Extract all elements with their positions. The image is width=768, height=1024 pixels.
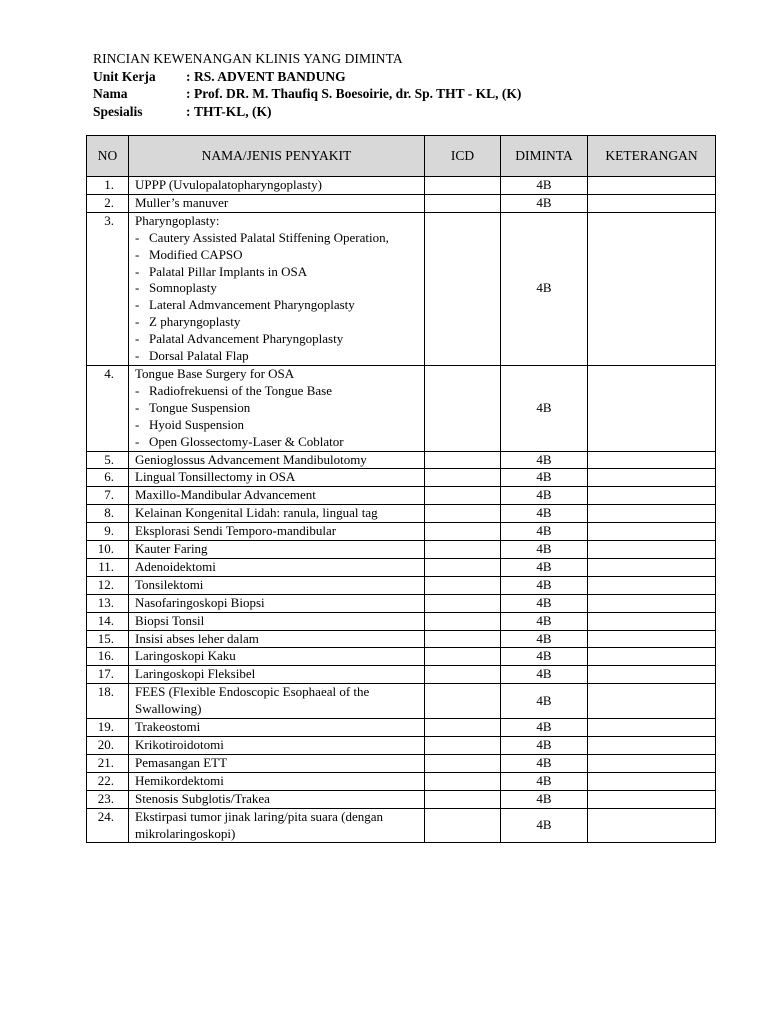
column-header-name: NAMA/JENIS PENYAKIT	[129, 136, 425, 177]
procedure-subitem-label: Hyoid Suspension	[149, 416, 244, 432]
dash-bullet: -	[135, 229, 140, 245]
keterangan-cell	[588, 505, 716, 523]
diminta-cell: 4B	[501, 541, 588, 559]
procedure-subitem	[135, 247, 420, 264]
field-label: Nama	[93, 86, 128, 101]
field-unit-kerja	[93, 68, 521, 86]
procedure-subitem-label: Cautery Assisted Palatal Stiffening Operation,	[149, 229, 389, 245]
icd-cell	[425, 772, 501, 790]
diminta-cell: 4B	[501, 487, 588, 505]
table-row	[87, 194, 716, 212]
procedure-name: Genioglossus Advancement Mandibulotomy	[129, 451, 425, 469]
table-row	[87, 666, 716, 684]
field-colon: :	[186, 68, 191, 84]
keterangan-cell	[588, 772, 716, 790]
dash-bullet: -	[135, 433, 140, 449]
procedure-name: Krikotiroidotomi	[129, 737, 425, 755]
table-row	[87, 505, 716, 523]
column-header-no: NO	[87, 136, 129, 177]
procedure-name: Laringoskopi Kaku	[129, 648, 425, 666]
table-row	[87, 487, 716, 505]
keterangan-cell	[588, 558, 716, 576]
row-number: 5.	[87, 451, 129, 469]
procedure-subitem-label: Palatal Pillar Implants in OSA	[149, 263, 308, 279]
row-number: 10.	[87, 541, 129, 559]
field-colon: :	[186, 86, 191, 101]
row-number: 18.	[87, 684, 129, 719]
diminta-cell: 4B	[501, 630, 588, 648]
procedure-name: Laringoskopi Fleksibel	[129, 666, 425, 684]
table-row	[87, 790, 716, 808]
icd-cell	[425, 790, 501, 808]
procedure-name	[129, 212, 425, 365]
keterangan-cell	[588, 684, 716, 719]
table-row	[87, 365, 716, 451]
row-number: 21.	[87, 754, 129, 772]
dash-bullet: -	[135, 416, 140, 432]
icd-cell	[425, 648, 501, 666]
field-value: THT-KL, (K)	[194, 103, 272, 119]
keterangan-cell	[588, 487, 716, 505]
procedure-subitem-label: Somnoplasty	[149, 280, 217, 296]
procedure-subitem	[135, 230, 420, 247]
icd-cell	[425, 576, 501, 594]
icd-cell	[425, 754, 501, 772]
row-number: 2.	[87, 194, 129, 212]
diminta-cell: 4B	[501, 594, 588, 612]
diminta-cell: 4B	[501, 808, 588, 843]
procedure-subitem	[135, 280, 420, 297]
table-row	[87, 612, 716, 630]
row-number: 3.	[87, 212, 129, 365]
icd-cell	[425, 194, 501, 212]
dash-bullet: -	[135, 382, 140, 398]
procedure-subitem-label: Dorsal Palatal Flap	[149, 348, 249, 364]
row-number: 4.	[87, 365, 129, 451]
diminta-cell: 4B	[501, 790, 588, 808]
procedure-name: Trakeostomi	[129, 719, 425, 737]
dash-bullet: -	[135, 314, 140, 330]
diminta-cell: 4B	[501, 558, 588, 576]
diminta-cell: 4B	[501, 666, 588, 684]
keterangan-cell	[588, 612, 716, 630]
procedure-name	[129, 365, 425, 451]
row-number: 15.	[87, 630, 129, 648]
column-header-keterangan: KETERANGAN	[588, 136, 716, 177]
icd-cell	[425, 594, 501, 612]
column-header-icd: ICD	[425, 136, 501, 177]
diminta-cell: 4B	[501, 754, 588, 772]
procedure-group-title: Tongue Base Surgery for OSA	[135, 365, 295, 381]
diminta-cell: 4B	[501, 648, 588, 666]
procedure-name: Tonsilektomi	[129, 576, 425, 594]
procedure-subitem	[135, 314, 420, 331]
table-row	[87, 754, 716, 772]
row-number: 12.	[87, 576, 129, 594]
dash-bullet: -	[135, 399, 140, 415]
row-number: 23.	[87, 790, 129, 808]
icd-cell	[425, 808, 501, 843]
procedure-name: Ekstirpasi tumor jinak laring/pita suara (dengan mikrolaringoskopi)	[129, 808, 425, 843]
procedure-name: Insisi abses leher dalam	[129, 630, 425, 648]
diminta-cell: 4B	[501, 719, 588, 737]
table-row	[87, 594, 716, 612]
procedure-group-title: Pharyngoplasty:	[135, 212, 220, 228]
procedure-name: Biopsi Tonsil	[129, 612, 425, 630]
row-number: 24.	[87, 808, 129, 843]
row-number: 7.	[87, 487, 129, 505]
diminta-cell: 4B	[501, 451, 588, 469]
row-number: 22.	[87, 772, 129, 790]
icd-cell	[425, 612, 501, 630]
procedure-subitem	[135, 331, 420, 348]
clinical-privileges-table	[86, 135, 716, 843]
icd-cell	[425, 365, 501, 451]
icd-cell	[425, 737, 501, 755]
table-row	[87, 737, 716, 755]
procedure-name: Adenoidektomi	[129, 558, 425, 576]
keterangan-cell	[588, 451, 716, 469]
procedure-name: Hemikordektomi	[129, 772, 425, 790]
procedure-subitem	[135, 264, 420, 281]
keterangan-cell	[588, 177, 716, 195]
keterangan-cell	[588, 594, 716, 612]
icd-cell	[425, 541, 501, 559]
row-number: 13.	[87, 594, 129, 612]
icd-cell	[425, 558, 501, 576]
field-value: Prof. DR. M. Thaufiq S. Boesoirie, dr. Sp. THT - KL, (K)	[194, 86, 522, 101]
table-row	[87, 523, 716, 541]
procedure-subitem-label: Z pharyngoplasty	[149, 314, 241, 330]
diminta-cell: 4B	[501, 612, 588, 630]
icd-cell	[425, 212, 501, 365]
diminta-cell: 4B	[501, 365, 588, 451]
icd-cell	[425, 177, 501, 195]
dash-bullet: -	[135, 280, 140, 296]
procedure-subitem-label: Modified CAPSO	[149, 246, 243, 262]
keterangan-cell	[588, 541, 716, 559]
document-title: RINCIAN KEWENANGAN KLINIS YANG DIMINTA	[93, 51, 403, 66]
procedure-subitem	[135, 297, 420, 314]
keterangan-cell	[588, 194, 716, 212]
table-row	[87, 576, 716, 594]
diminta-cell: 4B	[501, 194, 588, 212]
row-number: 1.	[87, 177, 129, 195]
procedure-subitem-label: Palatal Advancement Pharyngoplasty	[149, 331, 344, 347]
table-row	[87, 541, 716, 559]
procedure-subitem	[135, 383, 420, 400]
keterangan-cell	[588, 630, 716, 648]
icd-cell	[425, 719, 501, 737]
dash-bullet: -	[135, 263, 140, 279]
row-number: 8.	[87, 505, 129, 523]
row-number: 6.	[87, 469, 129, 487]
icd-cell	[425, 523, 501, 541]
procedure-subitem-label: Lateral Admvancement Pharyngoplasty	[149, 297, 355, 313]
icd-cell	[425, 666, 501, 684]
keterangan-cell	[588, 737, 716, 755]
diminta-cell: 4B	[501, 469, 588, 487]
keterangan-cell	[588, 790, 716, 808]
keterangan-cell	[588, 365, 716, 451]
procedure-subitem	[135, 400, 420, 417]
table-row	[87, 212, 716, 365]
table-row	[87, 630, 716, 648]
procedure-name: Muller’s manuver	[129, 194, 425, 212]
icd-cell	[425, 684, 501, 719]
row-number: 9.	[87, 523, 129, 541]
table-row	[87, 719, 716, 737]
procedure-name: UPPP (Uvulopalatopharyngoplasty)	[129, 177, 425, 195]
column-header-diminta: DIMINTA	[501, 136, 588, 177]
field-value: RS. ADVENT BANDUNG	[194, 68, 346, 84]
procedure-name: Pemasangan ETT	[129, 754, 425, 772]
procedure-name: Kelainan Kongenital Lidah: ranula, lingual tag	[129, 505, 425, 523]
table-row	[87, 648, 716, 666]
row-number: 20.	[87, 737, 129, 755]
table-row	[87, 558, 716, 576]
table-row	[87, 177, 716, 195]
procedure-subitem	[135, 417, 420, 434]
field-label: Spesialis	[93, 103, 143, 119]
procedure-subitem-label: Tongue Suspension	[149, 399, 251, 415]
icd-cell	[425, 630, 501, 648]
diminta-cell: 4B	[501, 505, 588, 523]
row-number: 14.	[87, 612, 129, 630]
table-row	[87, 451, 716, 469]
procedure-name: Kauter Faring	[129, 541, 425, 559]
dash-bullet: -	[135, 348, 140, 364]
icd-cell	[425, 505, 501, 523]
procedure-name: Maxillo-Mandibular Advancement	[129, 487, 425, 505]
procedure-subitem-label: Radiofrekuensi of the Tongue Base	[149, 382, 332, 398]
table-row	[87, 469, 716, 487]
field-colon: :	[186, 103, 191, 119]
keterangan-cell	[588, 469, 716, 487]
keterangan-cell	[588, 576, 716, 594]
table-body	[87, 177, 716, 843]
diminta-cell: 4B	[501, 576, 588, 594]
keterangan-cell	[588, 719, 716, 737]
keterangan-cell	[588, 808, 716, 843]
table-row	[87, 684, 716, 719]
icd-cell	[425, 451, 501, 469]
procedure-name: Nasofaringoskopi Biopsi	[129, 594, 425, 612]
document-header	[93, 50, 521, 120]
diminta-cell: 4B	[501, 737, 588, 755]
procedure-subitem	[135, 434, 420, 451]
dash-bullet: -	[135, 297, 140, 313]
icd-cell	[425, 469, 501, 487]
keterangan-cell	[588, 666, 716, 684]
procedure-name: Lingual Tonsillectomy in OSA	[129, 469, 425, 487]
diminta-cell: 4B	[501, 684, 588, 719]
diminta-cell: 4B	[501, 177, 588, 195]
table-row	[87, 772, 716, 790]
procedure-name: Stenosis Subglotis/Trakea	[129, 790, 425, 808]
table-row	[87, 808, 716, 843]
keterangan-cell	[588, 754, 716, 772]
diminta-cell: 4B	[501, 212, 588, 365]
procedure-name: Eksplorasi Sendi Temporo-mandibular	[129, 523, 425, 541]
row-number: 19.	[87, 719, 129, 737]
row-number: 17.	[87, 666, 129, 684]
diminta-cell: 4B	[501, 523, 588, 541]
field-label: Unit Kerja	[93, 68, 156, 84]
procedure-subitem	[135, 348, 420, 365]
procedure-name: FEES (Flexible Endoscopic Esophaeal of the Swallowing)	[129, 684, 425, 719]
row-number: 16.	[87, 648, 129, 666]
keterangan-cell	[588, 212, 716, 365]
icd-cell	[425, 487, 501, 505]
dash-bullet: -	[135, 331, 140, 347]
keterangan-cell	[588, 523, 716, 541]
dash-bullet: -	[135, 246, 140, 262]
diminta-cell: 4B	[501, 772, 588, 790]
row-number: 11.	[87, 558, 129, 576]
field-spesialis	[93, 103, 521, 121]
table-header-row	[87, 136, 716, 177]
field-nama	[93, 85, 521, 103]
keterangan-cell	[588, 648, 716, 666]
procedure-subitem-label: Open Glossectomy-Laser & Coblator	[149, 433, 344, 449]
